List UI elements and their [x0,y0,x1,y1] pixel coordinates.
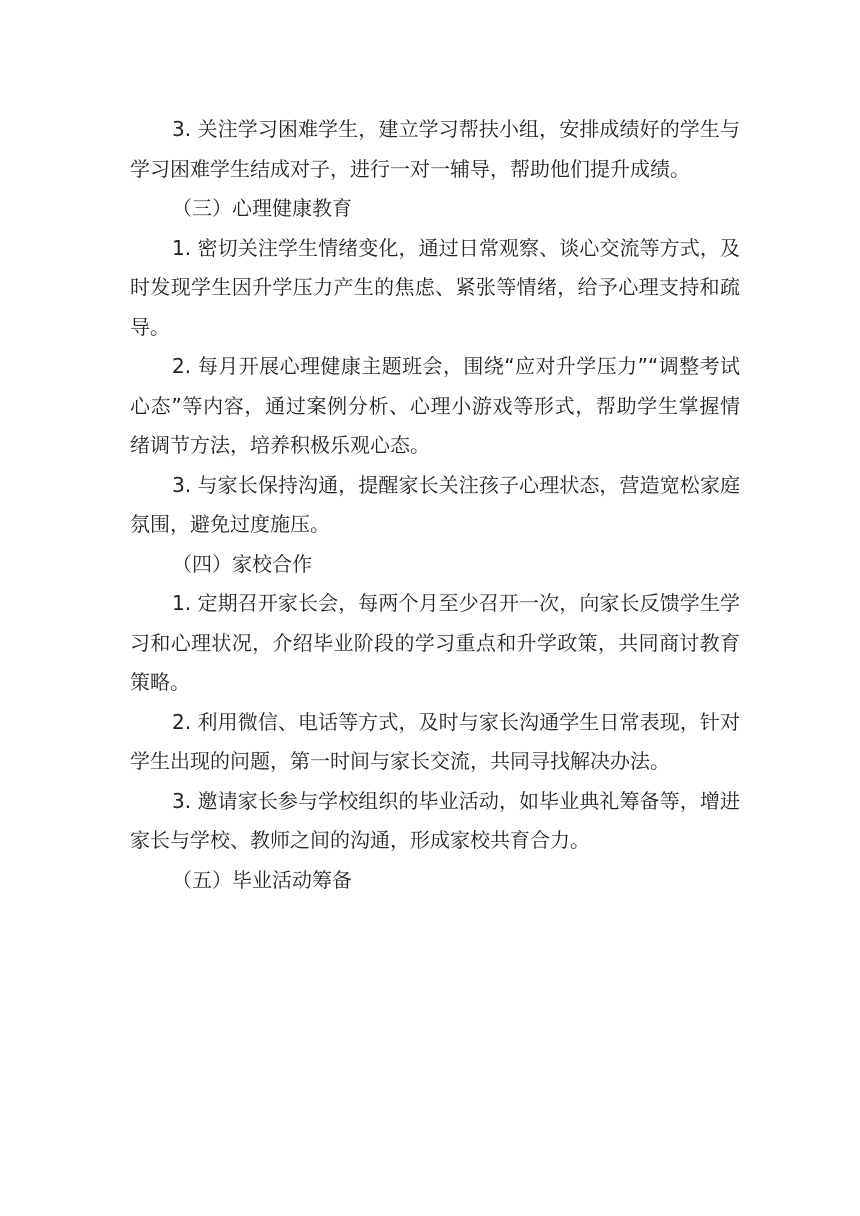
paragraph-monthly-class-meeting: 2. 每月开展心理健康主题班会，围绕“应对升学压力”“调整考试心态”等内容，通过案例分析、心理小游戏等形式，帮助学生掌握情绪调节方法，培养积极乐观心态。 [130,354,740,457]
paragraph-emotion-monitoring: 1. 密切关注学生情绪变化，通过日常观察、谈心交流等方式，及时发现学生因升学压力产生的焦虑、紧张等情绪，给予心理支持和疏导。 [130,235,740,339]
section-heading-mental-health: （三）心理健康教育 [172,196,352,220]
paragraph-wechat-phone: 2. 利用微信、电话等方式，及时与家长沟通学生日常表现，针对学生出现的问题，第一时间与家长交流，共同寻找解决办法。 [130,709,740,773]
paragraph-parent-communication: 3. 与家长保持沟通，提醒家长关注孩子心理状态，营造宽松家庭氛围，避免过度施压。 [130,472,740,536]
paragraph-graduation-invite: 3. 邀请家长参与学校组织的毕业活动，如毕业典礼筹备等，增进家长与学校、教师之间的沟通，形成家校共育合力。 [130,788,740,852]
section-heading-home-school: （四）家校合作 [172,551,312,576]
paragraph-tutoring-groups: 3. 关注学习困难学生，建立学习帮扶小组，安排成绩好的学生与学习困难学生结成对子，进行一对一辅导，帮助他们提升成绩。 [130,117,740,181]
section-heading-graduation: （五）毕业活动筹备 [172,867,352,892]
document-body [130,110,740,900]
paragraph-parent-meetings: 1. 定期召开家长会，每两个月至少召开一次，向家长反馈学生学习和心理状况，介绍毕业阶段的学习重点和升学政策，共同商讨教育策略。 [130,591,740,694]
